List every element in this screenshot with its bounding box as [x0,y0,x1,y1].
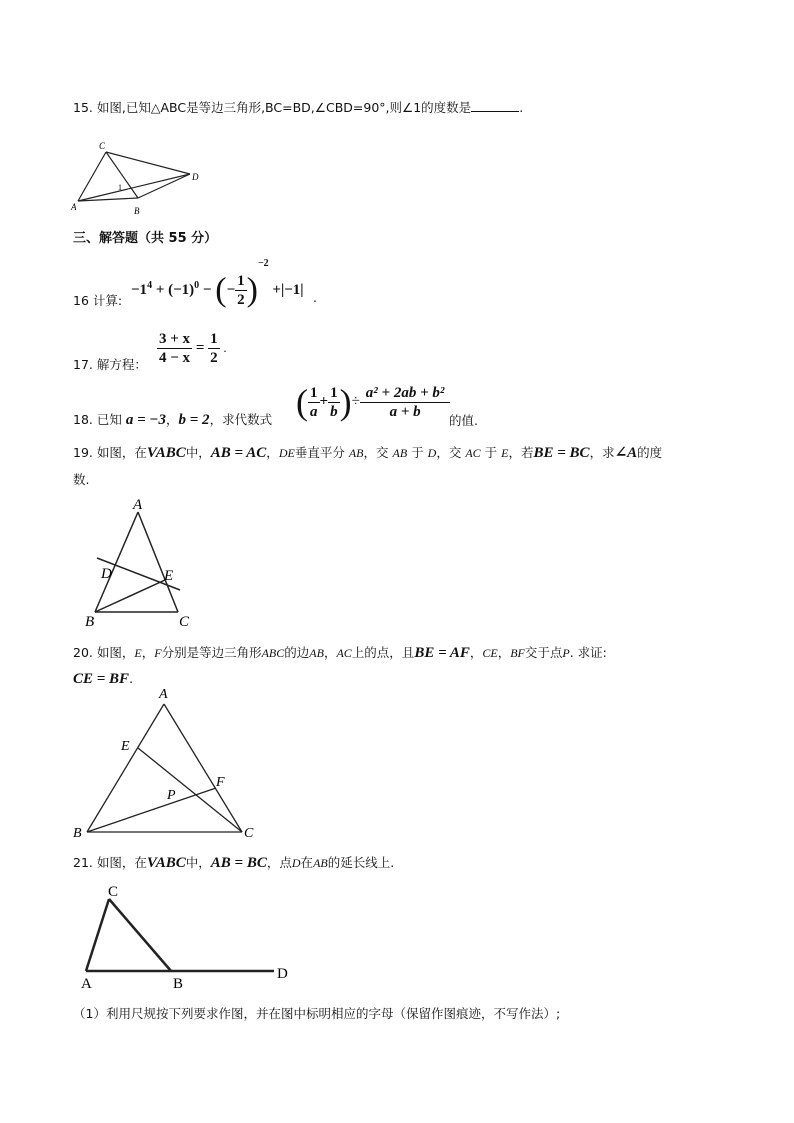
q16-dot: . [313,290,317,305]
q20-t3: 的边 [284,645,310,660]
q21-eq1: AB = BC [210,855,267,871]
q18-comma: ， [165,412,179,427]
q18-a-value: a = −3 [125,412,166,428]
q20-label-e: E [121,739,130,754]
q21-t3: ，点 [266,855,292,870]
q19-label-e: E [164,568,174,584]
q19-label-d: D [101,566,112,582]
q19-line1 [73,443,662,462]
q21-triangle: VABC [146,855,186,871]
q17-lhs [157,330,192,367]
q19-label-b: B [85,614,95,629]
q20-comma1: ， [141,645,155,660]
q19-eq1: AB = AC [210,445,267,461]
q18-plus: + [319,393,329,410]
q20-comma4: ， [497,645,511,660]
q19-figure [82,494,202,629]
q16-abs: +|−1| [272,282,304,298]
q18-line [73,410,272,429]
q17-rhs-num: 1 [210,331,218,347]
q21-figure [74,878,299,990]
q21-t4: 在 [300,855,314,870]
q18-frac1-num: 1 [310,384,318,401]
q19-triangle: VABC [146,445,186,461]
q19-ac: AC [465,446,481,460]
q20-bf: BF [510,646,525,660]
q18-b-value: b = 2 [178,412,210,428]
q19-label-a: A [133,497,143,513]
q19-eq2: BE = BC [533,445,590,461]
q16-plus: + [155,282,165,298]
q19-angle: ∠A [614,445,638,461]
q18-divide: ÷ [351,393,360,410]
q20-ab: AB [309,646,324,660]
q20-t2: 分别是等边三角形 [161,645,262,660]
q20-comma2: ， [323,645,337,660]
q18-frac1 [308,384,320,421]
q20-label-a: A [159,687,168,702]
q19-ab2: AB [392,446,408,460]
q17-lhs-den: 4 − x [159,350,191,366]
q19-t1: 19. 如图，在 [73,445,147,460]
q16-label: 16 计算: [73,293,123,308]
q20-label-p: P [167,788,176,803]
q20-f: F [154,646,162,660]
q19-ab: AB [348,446,364,460]
q21-t5: 的延长线上. [327,855,395,870]
q21-d: D [291,856,301,870]
q16-minus: − [202,282,212,298]
q16-term1: −1 [131,282,148,298]
q21-label-a: A [81,976,92,990]
q20-figure [70,686,270,841]
q15-label-a: A [71,202,77,212]
q19-d: D [427,446,437,460]
q15-text [73,98,523,116]
q18-bigfrac [360,384,451,421]
q19-t6: 于 [411,445,424,460]
q20-t1: 20. 如图， [73,645,135,660]
q15-label-b: B [134,206,140,216]
q20-ce: CE [482,646,498,660]
q21-t1: 21. 如图，在 [73,855,147,870]
q20-ac: AC [336,646,352,660]
q21-sub1: （1）利用尺规按下列要求作图，并在图中标明相应的字母（保留作图痕迹，不写作法）; [73,1006,561,1021]
q20-label-b: B [73,826,82,841]
q18-label: 18. 已知 [73,412,122,427]
q15-label-1: 1 [118,183,122,192]
q19-t9: ，若 [508,445,534,460]
q18-end: 的值. [449,413,478,428]
q20-t6: . 求证: [569,645,607,660]
q21-ab: AB [313,856,328,870]
q18-frac2-num: 1 [330,384,338,401]
q21-line1 [73,853,394,872]
q17-equation [157,330,227,367]
q16-expneg2: −2 [257,258,269,269]
q19-t11: 的度 [637,445,663,460]
q17-dot: . [223,339,227,355]
q20-e: E [134,646,142,660]
q16-frac-num: 1 [237,273,245,290]
q17-label: 17. 解方程： [73,357,147,372]
q21-label-b: B [173,976,184,990]
q16-frac-den: 2 [237,292,245,309]
q16-fraction [235,272,247,309]
q20-p: P [562,646,570,660]
q19-line2: 数. [73,472,90,487]
q19-t7: ，交 [436,445,462,460]
q19-t3: ， [266,445,279,460]
q20-label-c: C [244,826,254,841]
q19-t2: 中， [185,445,211,460]
q20-eq2: CE = BF [73,671,130,687]
q16-neg: − [226,282,236,298]
q16-exp4: 4 [147,280,153,291]
q20-label-f: F [216,775,225,790]
q21-t2: 中， [185,855,211,870]
q19-e: E [501,446,509,460]
q15-label-c: C [99,141,106,151]
q20-line1 [73,643,607,662]
q15-end: . [519,100,524,115]
section-title: 三、解答题（共 55 分） [73,231,218,246]
q18-frac2 [328,384,340,421]
q17-lhs-num: 3 + x [159,331,191,347]
q21-label-d: D [277,966,288,982]
q19-t4: 垂直平分 [294,445,345,460]
q18-frac1-den: a [310,403,318,420]
q19-t5: ，交 [363,445,389,460]
q19-de: DE [278,446,295,460]
q18-bigfrac-den: a + b [389,403,421,420]
q17-equals: = [195,339,205,356]
q18-expression: ( $\frac{1}{a}$ + $\frac{1}{b}$ )÷ $\frac{\text{a² + 2ab + b²}}{a + b}$ [296,381,450,423]
q16-exp0: 0 [194,280,200,291]
q18-frac2-den: b [330,403,338,420]
q16-term2: (−1) [168,282,195,298]
q15-stem: 15. 如图,已知△ABC是等边三角形,BC=BD,∠CBD=90°,则∠1的度数是 [73,100,472,115]
q15-label-d: D [192,172,199,182]
q20-dot: . [129,671,134,686]
q20-abc: ABC [261,646,285,660]
q18-bigfrac-num: a² + 2ab + b² [360,384,451,403]
q15-figure [70,138,210,218]
q16-rparen: ) [246,271,258,309]
q19-t8: 于 [484,445,498,460]
q20-comma3: ， [469,645,483,660]
q18-text: ，求代数式 [209,412,273,427]
q19-label-c: C [179,614,190,629]
q16-expression [131,258,304,310]
q19-t10: ，求 [589,445,615,460]
q16-lparen: ( [215,271,227,309]
q20-eq1: BE = AF [414,645,470,661]
q17-rhs [208,330,220,367]
q20-t4: 上的点，且 [351,645,415,660]
q21-label-c: C [108,884,119,900]
q20-t5: 交于点 [524,645,563,660]
q17-rhs-den: 2 [210,350,218,366]
q15-answer-blank[interactable] [471,100,519,112]
